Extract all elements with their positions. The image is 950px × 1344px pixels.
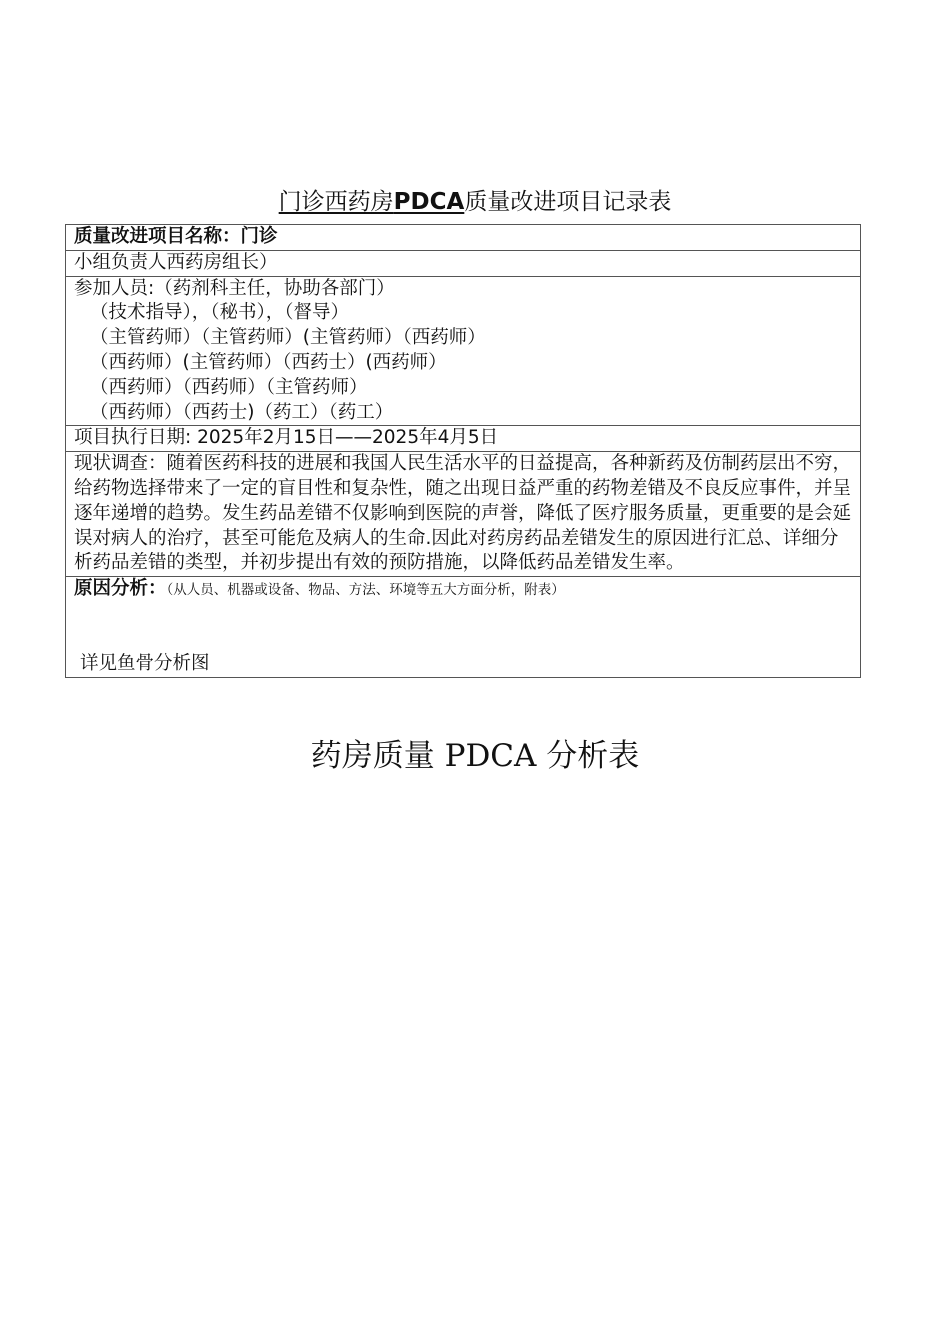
members-cell: [66, 276, 861, 426]
members-intro: 参加人员:（药剂科主任，协助各部门）: [74, 277, 395, 299]
subtitle-text: 药房质量 PDCA 分析表: [310, 738, 640, 774]
cause-see-text: 详见鱼骨分析图: [80, 653, 210, 675]
leader-cell: 小组负责人西药房组长）: [66, 250, 861, 276]
members-line: （技术指导），（秘书），（督导）: [90, 302, 350, 324]
status-label: 现状调查：: [74, 453, 167, 475]
row-project-name: [66, 225, 861, 251]
row-cause: [66, 577, 861, 678]
members-line: （西药师）（西药士)（药工）（药工）: [90, 401, 394, 423]
cause-label: 原因分析：: [74, 578, 167, 600]
members-line: （主管药师）（主管药师）(主管药师）（西药师）: [90, 327, 486, 349]
title-part-2: PDCA: [393, 189, 465, 215]
status-text: 随着医药科技的进展和我国人民生活水平的日益提高，各种新药及仿制药层出不穷，给药物选择带来了一定的盲目性和复杂性，随之出现日益严重的药物差错及不良反应事件，并呈逐年递增的趋势。发生药品差错不仅影响到医院的声誉，降低了医疗服务质量，更重要的是会延误对病人的治疗，甚至可能危及病人的生命.因此对药房药品差错发生的原因进行汇总、详细分析药品差错的类型，并初步提出有效的预防措施，以降低药品差错发生率。: [74, 453, 852, 574]
row-members: [66, 276, 861, 426]
cause-note: （从人员、机器或设备、物品、方法、环境等五大方面分析，附表）: [166, 582, 565, 599]
members-line: （西药师）(主管药师）（西药士）(西药师）: [90, 351, 447, 373]
row-status: [66, 452, 861, 577]
cause-cell: [66, 577, 861, 678]
row-date: [66, 426, 861, 452]
members-line: （西药师）（西药师）（主管药师）: [90, 376, 368, 398]
row-leader: [66, 250, 861, 276]
record-table: [65, 224, 861, 678]
section-title: [0, 730, 950, 775]
title-part-1: 门诊西药房: [278, 189, 394, 215]
project-name-cell: 质量改进项目名称：门诊: [66, 225, 861, 251]
status-cell: [66, 452, 861, 577]
date-cell: 项目执行日期: 2025年2月15日——2025年4月5日: [66, 426, 861, 452]
document-title: [0, 183, 950, 216]
title-part-3: 质量改进项目记录表: [464, 189, 672, 215]
